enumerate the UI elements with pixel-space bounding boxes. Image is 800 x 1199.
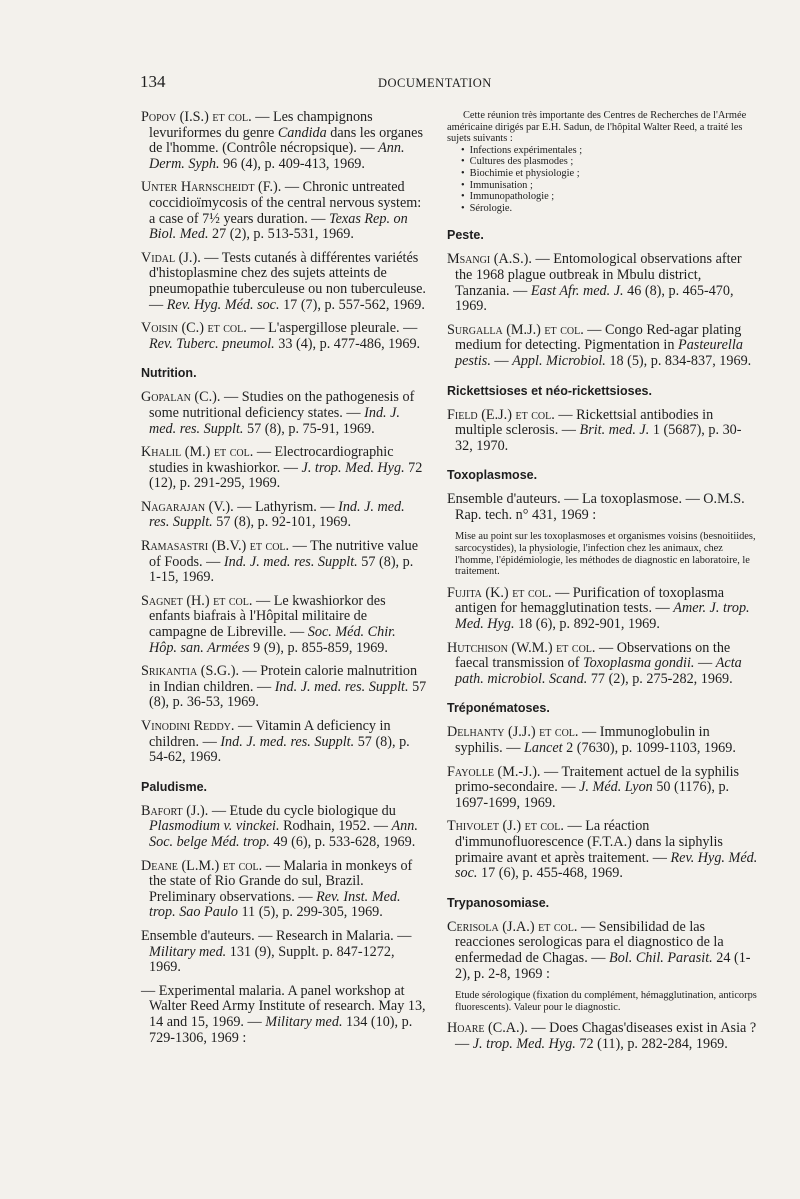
entry-taxon: Pasteurella pestis. [455,337,743,369]
entry-journal: Military med. [149,943,227,960]
abstract-note: Etude sérologique (fixation du complément, hémagglutination, anticorps fluorescents). Valeur pour le diagnostic. [455,990,757,1013]
entry-taxon: Plasmodium v. vinckei. [149,818,280,835]
entry-author: Hutchison (W.M.) et col. [447,639,596,656]
entry-title: Ensemble d'auteurs. — Research in Malaria. — [141,927,412,944]
entry-title: — Protein calorie malnutrition in Indian children. — [149,663,418,695]
entry-author: Fujita (K.) et col. [447,584,552,601]
topic-item: • Sérologie. [461,203,759,215]
entry-title-cont: — [490,352,513,369]
entry-author: Vinodini Reddy. [141,718,235,734]
entry-journal: Texas Rep. on Biol. Med. [149,210,408,243]
bibliography-entry [141,984,427,1046]
entry-journal: Bol. Chil. Parasit. [609,949,713,966]
entry-reference: 72 (11), p. 282-284, 1969. [575,1035,728,1052]
entry-author: Khalil (M.) et col. [141,444,254,461]
entry-journal: Soc. Méd. Chir. Hôp. san. Armées [149,624,396,656]
entry-title: — Experimental malaria. A panel workshop at Walter Reed Army Institute of research. May 13, 14 and 15, 1969. — [141,982,426,1030]
entry-journal: Ind. J. med. res. Supplt. [223,553,358,570]
bibliography-entry [447,920,759,982]
entry-title: — Lathyrism. — [233,498,339,515]
entry-reference: 57 (8), p. 36-53, 1969. [149,678,427,711]
entry-author: Surgalla (M.J.) et col. [447,321,584,338]
entry-reference: 77 (2), p. 275-282, 1969. [587,670,733,687]
entry-reference: 17 (7), p. 557-562, 1969. [279,296,425,313]
bibliography-entry [141,664,427,711]
bibliography-entry [141,539,427,586]
entry-author: Unter Harnscheidt (F.). [141,179,282,196]
entry-journal: Ind. J. med. res. Supplt. [149,498,405,531]
entry-author: Cerisola (J.A.) et col. [447,918,578,935]
section-heading: Toxoplasmose. [447,468,538,483]
entry-journal: J. trop. Med. Hyg. [301,459,405,476]
entry-title: — The nutritive value of Foods. — [149,538,419,570]
entry-title: — L'aspergillose pleurale. — [246,320,418,337]
entry-title: — Sensibilidad de las reacciones serologicas para el diagnostico de la enfermedad de Chagas. — [455,918,724,966]
entry-author: Sagnet (H.) et col. [141,592,253,609]
section-heading: Nutrition. [141,366,197,381]
abstract-note: Mise au point sur les toxoplasmoses et organismes voisins (besnoitiides, sarcocystides), la physiologie, l'infection chez les animaux, chez l'homme, l'épidémiologie, les méthodes de diagnostic en laboratoire, le traitement. [455,531,756,578]
section-heading: Rickettsioses et néo-rickettsioses. [447,383,652,398]
entry-title: — Traitement actuel de la syphilis primo-secondaire. — [455,763,740,796]
entry-title: — Le kwashiorkor des enfants biafrais à l'Hôpital militaire de campagne de Libreville. — [149,592,386,641]
section-heading: Paludisme. [141,779,207,794]
entry-title: — Studies on the pathogenesis of some nutritional deficiency states. — [149,389,415,421]
entry-taxon: Candida [277,124,327,141]
bibliography-entry [447,252,759,314]
entry-title: — Congo Red-agar plating medium for detecting. Pigmentation in [455,321,742,354]
entry-reference: 57 (8), p. 92-101, 1969. [212,514,352,531]
entry-title: — Vitamin A deficiency in children. — [149,718,391,750]
entry-author: Fayolle (M.-J.). [447,763,541,780]
entry-author: Field (E.J.) et col. [447,406,555,423]
entry-reference: 57 (8), p. 1-15, 1969. [149,553,414,586]
topic-item: • Immunopathologie ; [461,191,759,203]
entry-title-cont: dans les organes de l'homme. (Contrôle nécropsique). — [149,124,423,157]
entry-reference: 24 (1-2), p. 2-8, 1969 : [455,949,751,982]
topic-item: • Cultures des plasmodes ; [461,156,759,168]
entry-reference: 46 (8), p. 465-470, 1969. [455,282,734,315]
entry-journal: Military med. [265,1013,343,1030]
section-heading: Peste. [447,228,484,243]
entry-author: Srikantia (S.G.). [141,663,239,680]
entry-reference: 9 (9), p. 855-859, 1969. [249,639,388,656]
entry-journal: Rev. Hyg. Méd. soc. [166,296,280,313]
entry-journal: Acta path. microbiol. Scand. [455,655,742,687]
entry-journal: J. Méd. Lyon [579,779,653,796]
topic-item: • Infections expérimentales ; [461,145,759,157]
bibliography-entry [141,390,427,437]
entry-reference: 27 (2), p. 513-531, 1969. [208,226,354,243]
entry-title: — Does Chagas'diseases exist in Asia ? — [455,1020,757,1052]
abstract-note: Cette réunion très importante des Centres de Recherches de l'Armée américaine dirigés par E.H. Sadun, de l'hôpital Walter Reed, a traité les sujets suivants : [447,110,747,145]
bibliography-entry [447,492,759,523]
entry-author: Popov (I.S.) et col. [141,109,252,125]
entry-reference: 50 (1176), p. 1697-1699, 1969. [455,779,730,811]
bibliography-entry [141,859,427,921]
entry-author: Voisin (C.) et col. [141,320,247,337]
entry-reference: 134 (10), p. 729-1306, 1969 : [149,1013,413,1046]
entry-title: — Malaria in monkeys of the state of Rio Grande do sul, Brazil. Preliminary observations. — [149,857,413,905]
entry-title: — Rickettsial antibodies in multiple sclerosis. — [455,406,714,439]
entry-journal: Rev. Tuberc. pneumol. [149,335,275,352]
entry-journal: Ind. J. med. res. Supplt. [149,404,400,437]
entry-reference: 96 (4), p. 409-413, 1969. [219,155,365,172]
bibliography-entry [141,445,427,492]
entry-reference: 18 (6), p. 892-901, 1969. [514,616,660,633]
bibliography-entry [447,641,759,688]
entry-journal: Lancet [523,740,563,756]
entry-title: — Immunoglobulin in syphilis. — [455,724,710,756]
entry-reference: 2 (7630), p. 1099-1103, 1969. [562,740,736,756]
entry-title: — Purification of toxoplasma antigen for hemagglutination tests. — [455,584,725,617]
bibliography-entry [141,321,427,352]
topic-list [461,145,759,215]
entry-title: — La réaction d'immunofluorescence (F.T.A.) dans la siphylis primaire avant et après traitement. — [455,818,723,866]
entry-journal: Rev. Inst. Med. trop. Sao Paulo [149,888,401,921]
entry-author: Hoare (C.A.). [447,1020,528,1037]
page-number: 134 [140,72,166,91]
entry-reference: 49 (6), p. 533-628, 1969. [269,833,416,850]
bibliography-entry [141,804,427,851]
bibliography-entry [141,251,427,313]
entry-journal: J. trop. Med. Hyg. [472,1035,576,1052]
bibliography-entry [141,719,427,766]
left-column [141,110,427,1054]
entry-taxon: Toxoplasma gondii. [583,655,695,672]
entry-journal: Ind. J. med. res. Supplt. [274,678,409,695]
bibliography-entry [447,408,759,455]
entry-reference: 11 (5), p. 299-305, 1969. [237,904,383,921]
bibliography-entry [141,500,427,531]
entry-journal: Brit. med. J. [579,422,650,439]
entry-journal: Amer. J. trop. Med. Hyg. [455,600,750,633]
entry-reference: 57 (8), p. 54-62, 1969. [149,733,410,766]
entry-author: Ramasastri (B.V.) et col. [141,538,290,555]
entry-journal: Ind. J. med. res. Supplt. [220,733,355,750]
entry-reference: 18 (5), p. 834-837, 1969. [605,352,752,369]
bibliography-entry [141,929,427,976]
topic-item: • Immunisation ; [461,180,759,192]
entry-journal: Ann. Soc. belge Méd. trop. [149,818,418,850]
entry-title-cont: — [694,655,716,672]
entry-title: — Entomological observations after the 1968 plague outbreak in Mbulu district, Tanzania. — [455,251,742,299]
running-head: DOCUMENTATION [378,76,492,90]
entry-author: Vidal (J.). [141,249,201,266]
entry-author: Nagarajan (V.). [141,498,234,515]
entry-author: Delhanty (J.J.) et col. [447,724,579,741]
entry-title: — Observations on the faecal transmission of [455,639,731,672]
entry-journal: Ann. Derm. Syph. [149,140,405,172]
bibliography-entry [447,323,759,370]
entry-title: — Tests cutanés à différentes variétés d'histoplasmine chez des sujets atteints de pneumopathie tuberculeuse ou non tuberculeuse. — [149,249,426,313]
entry-title: — Etude du cycle biologique du [208,802,396,819]
bibliography-entry [447,586,759,633]
bibliography-entry [141,594,427,656]
entry-title: — Les champignons levuriformes du genre [149,109,373,141]
section-heading: Trypanosomiase. [447,895,550,910]
bibliography-entry [447,1021,759,1052]
entry-reference: 131 (9), Supplt. p. 847-1272, 1969. [149,943,395,976]
entry-reference: 17 (6), p. 455-468, 1969. [477,865,623,882]
entry-reference: 33 (4), p. 477-486, 1969. [274,335,421,352]
entry-journal: Appl. Microbiol. [512,352,606,369]
entry-title: — Electrocardiographic studies in kwashiorkor. — [149,444,394,476]
topic-item: • Biochimie et physiologie ; [461,168,759,180]
bibliography-entry [447,725,759,756]
bibliography-entry [141,110,427,172]
entry-reference: 1 (5687), p. 30-32, 1970. [455,422,742,454]
entry-author: Thivolet (J.) et col. [447,818,564,835]
entry-journal: Rev. Hyg. Méd. soc. [455,849,758,882]
entry-journal: East Afr. med. J. [530,282,624,299]
bibliography-entry [141,180,427,242]
entry-title: Ensemble d'auteurs. — La toxoplasmose. — O.M.S. Rap. tech. n° 431, 1969 : [447,491,745,523]
section-heading: Tréponématoses. [447,701,550,716]
entry-author: Msangi (A.S.). [447,251,532,268]
entry-reference: 57 (8), p. 75-91, 1969. [243,420,375,437]
entry-author: Bafort (J.). [141,802,209,819]
entry-title-cont: Rodhain, 1952. — [279,818,392,835]
entry-title: — Chronic untreated coccidioïmycosis of the central nervous system: a case of 7½ years duration. — [149,179,422,227]
entry-reference: 72 (12), p. 291-295, 1969. [149,459,423,492]
entry-author: Deane (L.M.) et col. [141,857,263,874]
entry-author: Gopalan (C.). [141,389,221,406]
bibliography-entry [447,765,759,812]
right-column [447,110,759,1061]
bibliography-entry [447,819,759,881]
